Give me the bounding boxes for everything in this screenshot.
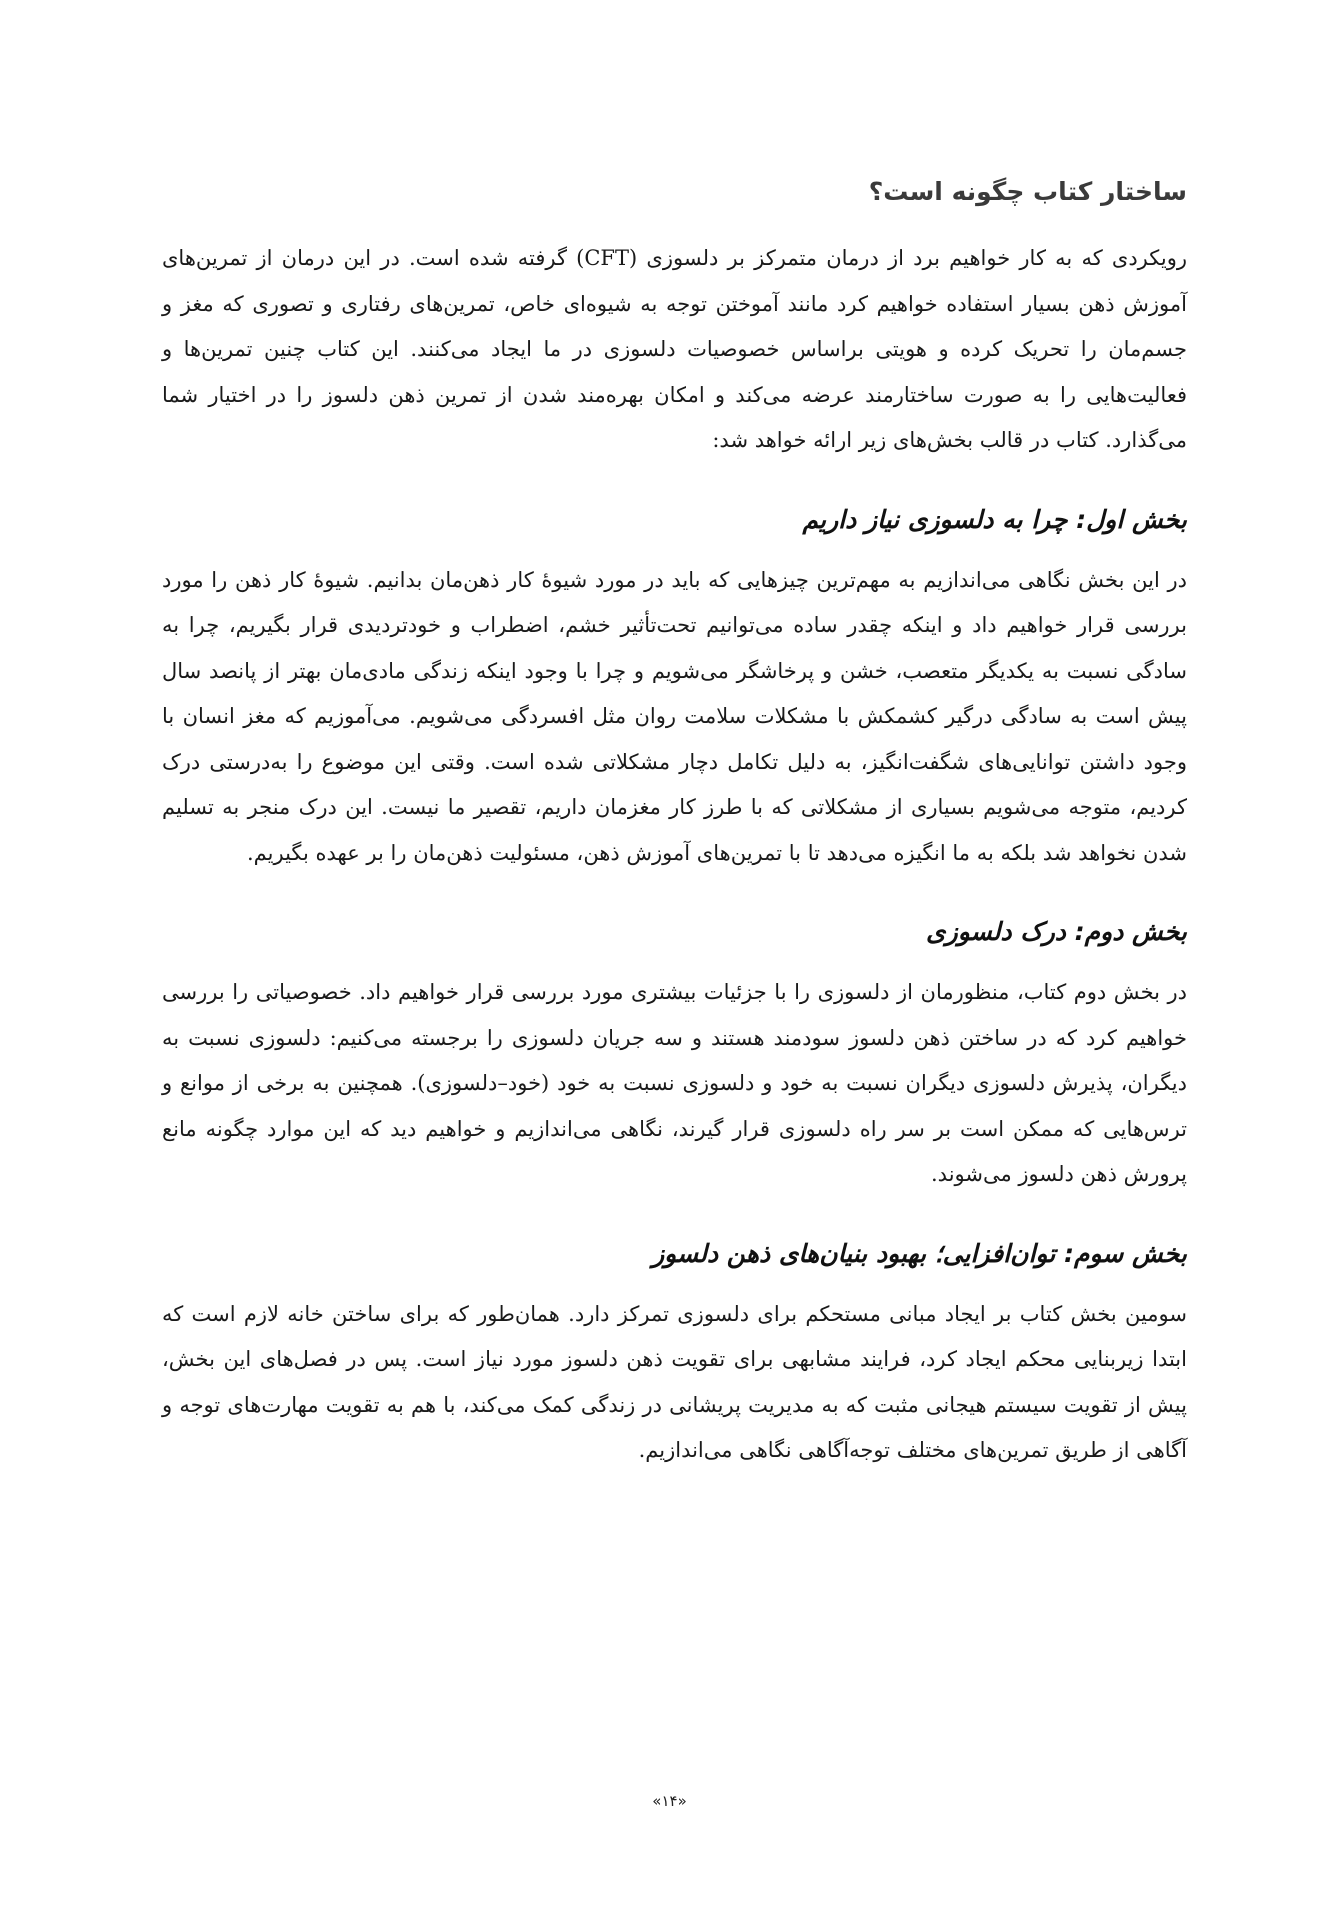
page-content bbox=[162, 172, 1187, 1474]
section-3-paragraph: سومین بخش کتاب بر ایجاد مبانی مستحکم برای دلسوزی تمرکز دارد. همان‌طور که برای ساختن خانه لازم است که ابتدا زیربنایی محکم ایجاد کرد، فرایند مشابهی برای تقویت ذهن دلسوز مورد نیاز است. پس در فصل‌های این بخش، پیش از تقویت سیستم هیجانی مثبت که به مدیریت پریشانی در زندگی کمک می‌کند، با هم به تقویت مهارت‌های توجه و آگاهی از طریق تمرین‌های مختلف توجه‌آگاهی نگاهی می‌اندازیم. bbox=[162, 1301, 1187, 1462]
section-3-title: بخش سوم: توان‌افزایی؛ بهبود بنیان‌های ذهن دلسوز bbox=[652, 1238, 1187, 1268]
section-1-paragraph: در این بخش نگاهی می‌اندازیم به مهم‌ترین چیزهایی که باید در مورد شیوهٔ کار ذهن‌مان بدانیم. شیوهٔ کار ذهن را مورد بررسی قرار خواهیم داد و اینکه چقدر ساده می‌توانیم تحت‌تأثیر خشم، اضطراب و خودتردیدی قرار بگیریم، چرا به سادگی نسبت به یکدیگر متعصب، خشن و پرخاشگر می‌شویم و چرا با وجود اینکه زندگی مادی‌مان بهتر از پانصد سال پیش است به سادگی درگیر کشمکش با مشکلات سلامت روان مثل افسردگی می‌شویم. می‌آموزیم که مغز انسان با وجود داشتن توانایی‌های شگفت‌انگیز، به دلیل تکامل دچار مشکلاتی شده است. وقتی این موضوع را به‌درستی درک کردیم، متوجه می‌شویم بسیاری از مشکلاتی که با طرز کار مغزمان داریم، تقصیر ما نیست. این درک منجر به تسلیم شدن نخواهد شد بلکه به ما انگیزه می‌دهد تا با تمرین‌های آموزش ذهن، مسئولیت ذهن‌مان را بر عهده بگیریم. bbox=[162, 567, 1187, 865]
page-number: «۱۴» bbox=[652, 1792, 687, 1810]
intro-paragraph: رویکردی که به کار خواهیم برد از درمان متمرکز بر دلسوزی (CFT) گرفته شده است. در این درمان از تمرین‌های آموزش ذهن بسیار استفاده خواهیم کرد مانند آموختن توجه به شیوه‌ای خاص، تمرین‌های رفتاری و تصوری که مغز و جسم‌مان را تحریک کرده و هویتی براساس خصوصیات دلسوزی در ما ایجاد می‌کنند. این کتاب چنین تمرین‌ها و فعالیت‌هایی را به صورت ساختارمند عرضه می‌کند و امکان بهره‌مند شدن از تمرین ذهن دلسوز را در اختیار شما می‌گذارد. کتاب در قالب بخش‌های زیر ارائه خواهد شد: bbox=[162, 246, 1187, 452]
section-1-title: بخش اول: چرا به دلسوزی نیاز داریم bbox=[802, 504, 1187, 534]
page-heading: ساختار کتاب چگونه است؟ bbox=[868, 177, 1187, 206]
section-2-title: بخش دوم: درک دلسوزی bbox=[926, 917, 1187, 946]
section-2-paragraph: در بخش دوم کتاب، منظورمان از دلسوزی را با جزئیات بیشتری مورد بررسی قرار خواهیم داد. خصوصیاتی را بررسی خواهیم کرد که در ساختن ذهن دلسوز سودمند هستند و سه جریان دلسوزی را برجسته می‌کنیم: دلسوزی نسبت به دیگران، پذیرش دلسوزی دیگران نسبت به خود و دلسوزی نسبت به خود (خود–دلسوزی). همچنین به برخی از موانع و ترس‌هایی که ممکن است بر سر راه دلسوزی قرار گیرند، نگاهی می‌اندازیم و خواهیم دید که این موارد چگونه مانع پرورش ذهن دلسوز می‌شوند. bbox=[162, 980, 1187, 1186]
